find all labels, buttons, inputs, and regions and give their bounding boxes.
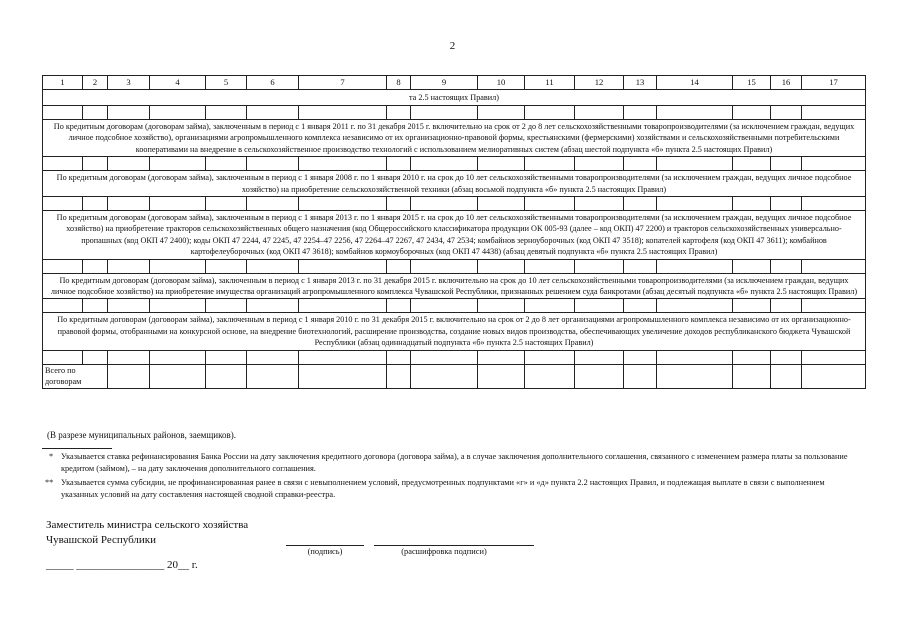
footnote-mark: ** [45, 478, 54, 487]
table-cell [525, 259, 575, 273]
table-cell [43, 157, 83, 171]
section-heading: По кредитным договорам (договорам займа), заключенным в период с 1 января 2008 г. по 1 января 2010 г. на срок до 10 лет сельскохозяйственными товаропроизводителями (за исключением граждан, ведущих личное подсобное хозяйство) на приобретение сельскохозяйственной техники (абзац восьмой подпункта «б» пункта 2.5 настоящих Правил) [43, 171, 866, 197]
footnote-text: Указывается сумма субсидии, не профинансированная ранее в связи с невыполнением условий, предусмотренных подпунктами «г» и «д» пункта 2.2 настоящих Правил, и подлежащая выплате в связи с выполнением указанных условий на дату составления настоящей сводной справки-реестра. [61, 478, 825, 499]
table-cell [150, 350, 206, 364]
table-cell [83, 197, 108, 211]
table-cell [387, 197, 411, 211]
footnote-divider [42, 448, 112, 449]
column-number: 5 [206, 76, 247, 90]
footnote-text: Указывается ставка рефинансирования Банка России на дату заключения кредитного договора (договора займа), а в случае заключения дополнительного соглашения, связанного с изменением размера платы за пользование кредитом (займом), – на дату заключения дополнительного соглашения. [61, 452, 848, 473]
table-cell [411, 106, 478, 120]
table-cell [624, 157, 657, 171]
table-cell [771, 106, 802, 120]
table-cell [575, 259, 624, 273]
table-cell [575, 197, 624, 211]
table-cell [299, 106, 387, 120]
section-heading: По кредитным договорам (договорам займа), заключенным в период с 1 января 2013 г. по 1 января 2015 г. на срок до 10 лет сельскохозяйственными товаропроизводителями (за исключением граждан, ведущих личное подсобное хозяйство) на приобретение тракторов сельскохозяйственных общего назначения (код Общероссийского классификатора продукции ОК 005-93 (далее – код ОКП) 47 2200) и тракторов сельскохозяйственных универсально-пропашных (код ОКП 47 2400); коды ОКП 47 2244, 47 2245, 47 2254–47 2256, 47 2264–47 2267, 47 2434, 47 2534; комбайнов зерноуборочных (код ОКП 47 3518); копателей картофеля (код ОКП 47 3611); комбайнов картофелеуборочных (код ОКП 47 3618); комбайнов кормоуборочных (код ОКП 47 4438) (абзац девятый подпункта «б» пункта 2.5 настоящих Правил) [43, 211, 866, 260]
table-cell [83, 299, 108, 313]
table-cell [802, 259, 866, 273]
section-row [43, 171, 866, 197]
table-cell [733, 259, 771, 273]
table-cell [108, 364, 150, 388]
table-cell [733, 350, 771, 364]
table-cell [299, 350, 387, 364]
table-cell [525, 197, 575, 211]
table-cell [624, 197, 657, 211]
table-cell [299, 364, 387, 388]
section-heading: По кредитным договорам (договорам займа), заключенным в период с 1 января 2010 г. по 31 декабря 2015 г. включительно на срок от 2 до 8 лет организациями агропромышленного комплекса независимо от их организационно-правовой формы, отобранными на конкурсной основе, на внедрение биотехнологий, расширение производства, создание новых видов производства, обеспечивающих увеличение доходов республиканского бюджета Чувашской Республики (абзац одиннадцатый подпункта «б» пункта 2.5 настоящих Правил) [43, 313, 866, 350]
table-cell [206, 350, 247, 364]
table-cell [387, 157, 411, 171]
decoding-caption: (расшифровка подписи) [401, 547, 487, 556]
table-cell [657, 299, 733, 313]
empty-row [43, 197, 866, 211]
table-cell [247, 364, 299, 388]
table-cell [247, 350, 299, 364]
table-cell [411, 299, 478, 313]
table-cell [771, 350, 802, 364]
table-cell [525, 364, 575, 388]
table-cell [478, 350, 525, 364]
table-cell [150, 157, 206, 171]
section-row [43, 90, 866, 106]
table-cell [624, 364, 657, 388]
footnote-1 [49, 451, 861, 475]
table-cell [771, 299, 802, 313]
table-cell [624, 106, 657, 120]
table-cell [150, 197, 206, 211]
empty-row [43, 350, 866, 364]
table-cell [387, 106, 411, 120]
table-cell [575, 106, 624, 120]
section-row [43, 120, 866, 157]
total-row [43, 364, 866, 388]
table-cell [624, 259, 657, 273]
table-cell [478, 106, 525, 120]
column-number: 10 [478, 76, 525, 90]
table-cell [771, 197, 802, 211]
table-cell [733, 197, 771, 211]
table-cell [771, 259, 802, 273]
column-number: 3 [108, 76, 150, 90]
table-cell [657, 157, 733, 171]
table-cell [802, 364, 866, 388]
column-number: 16 [771, 76, 802, 90]
table-cell [43, 350, 83, 364]
table-cell [478, 299, 525, 313]
table-cell [387, 364, 411, 388]
table-cell [247, 106, 299, 120]
table-cell [575, 299, 624, 313]
breakdown-note: (В разрезе муниципальных районов, заемщиков). [47, 430, 237, 440]
signature-line [286, 545, 364, 546]
table-cell [575, 364, 624, 388]
table-cell [802, 299, 866, 313]
table-cell [206, 299, 247, 313]
column-number: 4 [150, 76, 206, 90]
empty-row [43, 259, 866, 273]
table-cell [411, 350, 478, 364]
table-cell [150, 364, 206, 388]
table-cell [478, 259, 525, 273]
table-cell [83, 106, 108, 120]
table-cell [83, 259, 108, 273]
table-cell [83, 350, 108, 364]
table-cell [43, 106, 83, 120]
table-cell [43, 299, 83, 313]
date-line: _____ ________________ 20__ г. [46, 559, 198, 571]
column-number: 13 [624, 76, 657, 90]
table-cell [624, 299, 657, 313]
table-cell [299, 197, 387, 211]
table-cell [657, 364, 733, 388]
table-cell [733, 157, 771, 171]
table-cell [575, 350, 624, 364]
table-cell [108, 259, 150, 273]
table-cell [525, 299, 575, 313]
signatory-title-line2: Чувашской Республики [46, 533, 157, 546]
table-cell [387, 350, 411, 364]
table-cell [657, 350, 733, 364]
table-cell [206, 157, 247, 171]
column-number: 14 [657, 76, 733, 90]
signatory-title [46, 518, 248, 547]
table-cell [733, 364, 771, 388]
table-cell [411, 157, 478, 171]
table-cell [150, 106, 206, 120]
column-number: 8 [387, 76, 411, 90]
table-cell [299, 299, 387, 313]
section-row [43, 211, 866, 260]
column-number: 6 [247, 76, 299, 90]
table-cell [299, 157, 387, 171]
signatory-title-line1: Заместитель министра сельского хозяйства [46, 519, 249, 531]
table-cell [411, 259, 478, 273]
table-cell [525, 157, 575, 171]
section-heading: та 2.5 настоящих Правил) [43, 90, 866, 106]
table-cell [206, 197, 247, 211]
table-cell [624, 350, 657, 364]
column-number: 12 [575, 76, 624, 90]
table-cell [802, 157, 866, 171]
table-cell [525, 350, 575, 364]
table-cell [411, 364, 478, 388]
table-cell [733, 299, 771, 313]
column-number: 7 [299, 76, 387, 90]
table-cell [478, 364, 525, 388]
table-cell [657, 106, 733, 120]
table-cell [299, 259, 387, 273]
page-number: 2 [449, 40, 456, 52]
signature-caption: (подпись) [307, 547, 343, 556]
section-row [43, 313, 866, 350]
empty-row [43, 157, 866, 171]
table-cell [108, 106, 150, 120]
column-number: 9 [411, 76, 478, 90]
table-cell [657, 259, 733, 273]
table-cell [206, 364, 247, 388]
header-row [43, 76, 866, 90]
table-cell [478, 197, 525, 211]
table-cell [247, 197, 299, 211]
table-cell [206, 259, 247, 273]
table-cell [247, 259, 299, 273]
empty-row [43, 106, 866, 120]
table-cell [575, 157, 624, 171]
footnote-2 [45, 477, 861, 501]
table-cell [771, 157, 802, 171]
section-row [43, 273, 866, 299]
table-cell [43, 197, 83, 211]
total-label: Всего по договорам [43, 364, 108, 388]
table-cell [411, 197, 478, 211]
table-cell [802, 197, 866, 211]
empty-row [43, 299, 866, 313]
table-cell [657, 197, 733, 211]
table-cell [150, 259, 206, 273]
table-cell [108, 197, 150, 211]
table-cell [83, 157, 108, 171]
table-cell [247, 157, 299, 171]
table-cell [150, 299, 206, 313]
section-heading: По кредитным договорам (договорам займа), заключенным в период с 1 января 2011 г. по 31 декабря 2015 г. включительно на срок от 2 до 8 лет сельскохозяйственными товаропроизводителями (за исключением граждан, ведущих личное подсобное хозяйство), организациями агропромышленного комплекса независимо от их организационно-правовой формы, крестьянскими (фермерскими) хозяйствами и сельскохозяйственными потребительскими кооперативами на внедрение в сельскохозяйственное производство технологий с использованием мелиоративных систем (абзац шестой подпункта «б» пункта 2.5 настоящих Правил) [43, 120, 866, 157]
table-cell [478, 157, 525, 171]
decoding-line [374, 545, 534, 546]
table-cell [802, 106, 866, 120]
table-cell [387, 299, 411, 313]
table-cell [108, 350, 150, 364]
section-heading: По кредитным договорам (договорам займа), заключенным в период с 1 января 2013 г. по 31 декабря 2015 г. включительно на срок до 10 лет сельскохозяйственными товаропроизводителями (за исключением граждан, ведущих личное подсобное хозяйство) на приобретение имущества организаций агропромышленного комплекса Чувашской Республики, признанных решением суда банкротами (абзац десятый подпункта «б» пункта 2.5 настоящих Правил) [43, 273, 866, 299]
table-cell [771, 364, 802, 388]
table-cell [525, 106, 575, 120]
column-number: 17 [802, 76, 866, 90]
table-cell [387, 259, 411, 273]
column-number: 15 [733, 76, 771, 90]
column-number: 1 [43, 76, 83, 90]
table-cell [108, 157, 150, 171]
table-cell [206, 106, 247, 120]
table-cell [43, 259, 83, 273]
table-cell [247, 299, 299, 313]
table-cell [802, 350, 866, 364]
footnote-mark: * [49, 452, 54, 461]
registry-table [42, 75, 866, 389]
column-number: 11 [525, 76, 575, 90]
table-cell [108, 299, 150, 313]
table-cell [733, 106, 771, 120]
column-number: 2 [83, 76, 108, 90]
